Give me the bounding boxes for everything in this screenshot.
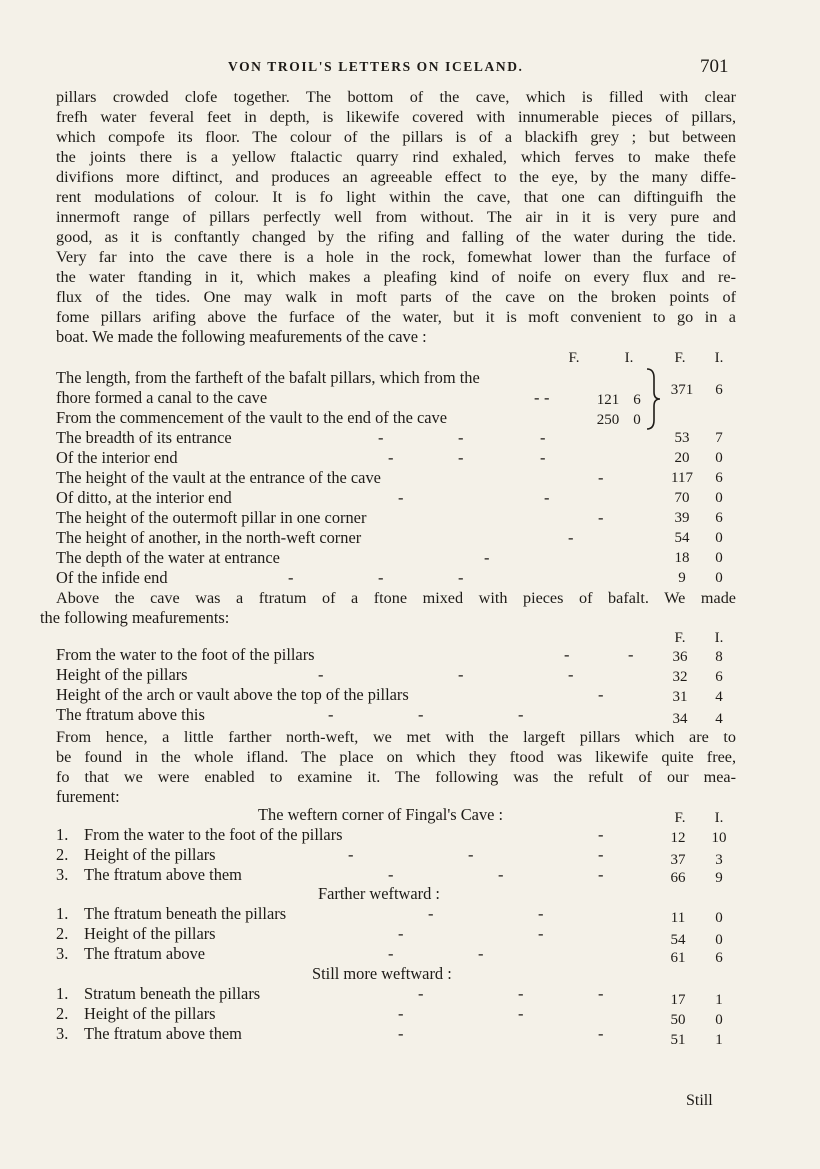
value-feet: 54 xyxy=(674,530,690,546)
row-number: 3. xyxy=(56,865,69,884)
text-line: innermoft range of pillars perfectly well from without. The air in it is very pure and xyxy=(56,208,736,226)
row-number: 3. xyxy=(56,1024,69,1043)
row-number: 2. xyxy=(56,924,69,943)
value-feet: 50 xyxy=(670,1012,686,1028)
value-feet: 51 xyxy=(670,1032,686,1048)
value-feet: 12 xyxy=(670,830,686,846)
value-inches: 0 xyxy=(715,490,723,506)
text-line: the joints there is a yellow ftalactic quarry rind exhaled, which ferves to make thefe xyxy=(56,148,736,166)
running-title: VON TROIL'S LETTERS ON ICELAND. xyxy=(228,59,524,74)
row-number: 2. xyxy=(56,845,69,864)
value-inches: 9 xyxy=(715,870,723,886)
value-inches: 0 xyxy=(715,570,723,586)
book-page: VON TROIL'S LETTERS ON ICELAND. 701 pillars crowded clofe together. The bottom of the cave, which is filled with clear frefh water feveral feet in depth, is likewife covered with innumerable pieces of pillars, which compofe its floor. The colour of the pillars is of a blackifh grey ; but between the joints there is a yellow ftalactic quarry rind exhaled, which ferves to make thefe divifions more diftinct, and produces an agreeable effect to the eye, by the many diffe- rent modulations of colour. It is fo light within the cave, that one can diftinguifh the innermoft range of pillars perfectly well from without. The air in it is very pure and good, as it is conftantly changed by the rifing and falling of the water during the tide. Very far into the cave there is a hole in the rock, fomewhat lower than the furface of the water ftanding in it, which makes a pleafing kind of noife on every flux and re- flux of the tides. One may walk in moft parts of the cave on the broken points of fome pillars arifing above the furface of the water, but it is moft convenient to go in a boat. We made the following meafurements of the cave : F. I. F. I. The length, from the fartheft of the bafalt pillars, which from the fhore formed a canal to the cave 121 6 From the commencement of the vault to the end of the cave 250 0 371 6 The breadth of its entrance 53 7 Of the interior end 20 0 The height of the vault at the entrance of the cave 117 6 Of ditto, at the interior end 70 0 The height of the outermoft pillar in one corner 39 6 The height of another, in the north-weft corner 54 0 The depth of the water at entrance 18 0 Of the infide end 9 0 - - - - - - - - - - - - - - - - - Above the cave was a ftratum of a ftone mixed with pieces of bafalt. We made the following meafurements: F. I. From the water to the foot of the pillars 36 8 Height of the pillars 32 6 Height of the arch or vault above the top of the pillars 31 4 The ftratum above this 34 4 - - - - - - - - - From hence, a little farther north-weft, we met with the largeft pillars which are to be found in the whole ifland. The place on which they ftood was likewife quite free, fo that we were enabled to examine it. The following was the refult of our mea- furement: F. I. The weftern corner of Fingal's Cave : 1. From the water to the foot of the pillars 12 10 2. Height of the pillars 37 3 3. The ftratum above them 66 9 Farther weftward : 1. The ftratum beneath the pillars 11 0 2. Height of the pillars 54 0 3. The ftratum above 61 6 Still more weftward : 1. Stratum beneath the pillars 17 1 2. Height of the pillars 50 0 3. The ftratum above them 51 1 - - - - - - - - - - - - - - - - - - - - Still xyxy=(40,56,736,1109)
value-inches: 0 xyxy=(715,932,723,948)
text-line: the water ftanding in it, which makes a pleafing kind of noife on every flux and re- xyxy=(56,268,736,286)
text-line: Very far into the cave there is a hole in the rock, fomewhat lower than the furface of xyxy=(56,248,736,266)
text-line: fo that we were enabled to examine it. The following was the refult of our mea- xyxy=(56,768,736,786)
row-label: From the commencement of the vault to the end of the cave xyxy=(56,408,447,427)
value-feet: 37 xyxy=(670,852,686,868)
total-inches: 6 xyxy=(715,382,723,398)
curly-brace-icon xyxy=(643,366,665,432)
row-label: The ftratum above this xyxy=(56,705,205,724)
row-label: The height of another, in the north-weft corner xyxy=(56,528,362,547)
text-line: frefh water feveral feet in depth, is likewife covered with innumerable pieces of pillars, xyxy=(56,108,736,126)
value-inches: 0 xyxy=(715,450,723,466)
value-feet: 70 xyxy=(674,490,690,506)
text-line: Above the cave was a ftratum of a ftone mixed with pieces of bafalt. We made xyxy=(56,589,736,607)
text-line: From hence, a little farther north-weft, we met with the largeft pillars which are to xyxy=(56,728,736,746)
value-feet: 34 xyxy=(672,711,688,727)
catchword: Still xyxy=(686,1092,713,1109)
group-title: Still more weftward : xyxy=(312,964,452,983)
text-line: boat. We made the following meafurements of the cave : xyxy=(56,327,427,346)
row-number: 1. xyxy=(56,825,69,844)
value-inches: 7 xyxy=(715,430,723,446)
text-line: rent modulations of colour. It is fo light within the cave, that one can diftinguifh the xyxy=(56,188,736,206)
row-number: 1. xyxy=(56,984,69,1003)
row-label: Height of the arch or vault above the top of the pillars xyxy=(56,685,409,704)
value-inches: 0 xyxy=(715,530,723,546)
row-label: Height of the pillars xyxy=(84,924,216,943)
text-line: flux of the tides. One may walk in moft parts of the cave on the broken points of xyxy=(56,288,736,306)
value-feet: 11 xyxy=(670,910,686,926)
value-inches: 4 xyxy=(715,689,723,705)
value-inches: 0 xyxy=(715,1012,723,1028)
text-line: which compofe its floor. The colour of the pillars is of a blackifh grey ; but between xyxy=(56,128,736,146)
row-label: Height of the pillars xyxy=(84,845,216,864)
value-inches: 0 xyxy=(633,412,641,428)
row-label: Stratum beneath the pillars xyxy=(84,984,261,1003)
row-label: fhore formed a canal to the cave xyxy=(56,388,268,407)
row-label: The ftratum above xyxy=(84,944,206,963)
text-line: pillars crowded clofe together. The bottom of the cave, which is filled with clear xyxy=(56,88,736,106)
col-header-inches-total: I. xyxy=(714,350,724,366)
row-number: 3. xyxy=(56,944,69,963)
value-feet: 117 xyxy=(671,470,693,486)
value-feet: 36 xyxy=(672,649,688,665)
row-label: Height of the pillars xyxy=(84,1004,216,1023)
row-label: Height of the pillars xyxy=(56,665,188,684)
value-feet: 61 xyxy=(670,950,686,966)
row-label: The length, from the fartheft of the bafalt pillars, which from the xyxy=(56,368,480,387)
value-inches: 6 xyxy=(715,470,723,486)
row-label: From the water to the foot of the pillars xyxy=(84,825,343,844)
row-label: The ftratum beneath the pillars xyxy=(84,904,287,923)
value-feet: 54 xyxy=(670,932,686,948)
value-inches: 10 xyxy=(711,830,727,846)
value-feet: 31 xyxy=(672,689,688,705)
row-label: Of the interior end xyxy=(56,448,178,467)
row-number: 2. xyxy=(56,1004,69,1023)
row-label: Of the infide end xyxy=(56,568,168,587)
value-inches: 8 xyxy=(715,649,723,665)
value-feet: 250 xyxy=(596,412,620,428)
value-feet: 17 xyxy=(670,992,686,1008)
value-feet: 53 xyxy=(674,430,690,446)
col-header-feet: F. xyxy=(674,630,686,646)
value-feet: 39 xyxy=(674,510,690,526)
row-number: 1. xyxy=(56,904,69,923)
row-label: The ftratum above them xyxy=(84,865,242,884)
col-header-feet: F. xyxy=(568,350,580,366)
value-inches: 4 xyxy=(715,711,723,727)
value-feet: 121 xyxy=(596,392,620,408)
value-inches: 6 xyxy=(715,510,723,526)
row-label: The height of the outermoft pillar in one corner xyxy=(56,508,367,527)
value-feet: 9 xyxy=(678,570,686,586)
text-line: furement: xyxy=(56,787,120,806)
value-inches: 6 xyxy=(633,392,641,408)
row-label: The height of the vault at the entrance of the cave xyxy=(56,468,381,487)
group-title: The weftern corner of Fingal's Cave : xyxy=(258,805,504,824)
value-inches: 0 xyxy=(715,550,723,566)
page-number: 701 xyxy=(700,56,729,77)
value-inches: 6 xyxy=(715,950,723,966)
value-feet: 32 xyxy=(672,669,688,685)
value-inches: 1 xyxy=(715,992,723,1008)
total-feet: 371 xyxy=(670,382,694,398)
row-label: Of ditto, at the interior end xyxy=(56,488,232,507)
row-label: The depth of the water at entrance xyxy=(56,548,280,567)
value-feet: 20 xyxy=(674,450,690,466)
row-label: From the water to the foot of the pillars xyxy=(56,645,315,664)
value-inches: 3 xyxy=(715,852,723,868)
value-inches: 6 xyxy=(715,669,723,685)
row-label: The breadth of its entrance xyxy=(56,428,232,447)
text-line: the following meafurements: xyxy=(40,608,230,627)
value-inches: 1 xyxy=(715,1032,723,1048)
col-header-inches: I. xyxy=(714,630,724,646)
value-feet: 18 xyxy=(674,550,690,566)
text-line: fome pillars arifing above the furface of the water, but it is moft convenient to go in a xyxy=(56,308,736,326)
row-label: The ftratum above them xyxy=(84,1024,242,1043)
text-line: divifions more diftinct, and produces an agreeable effect to the eye, by the many diffe- xyxy=(56,168,736,186)
col-header-inches: I. xyxy=(714,810,724,826)
value-feet: 66 xyxy=(670,870,686,886)
col-header-inches: I. xyxy=(624,350,634,366)
text-line: good, as it is conftantly changed by the rifing and falling of the water during the tide. xyxy=(56,228,736,246)
col-header-feet: F. xyxy=(674,810,686,826)
text-line: be found in the whole ifland. The place on which they ftood was likewife quite free, xyxy=(56,748,736,766)
col-header-feet-total: F. xyxy=(674,350,686,366)
value-inches: 0 xyxy=(715,910,723,926)
group-title: Farther weftward : xyxy=(318,884,440,903)
